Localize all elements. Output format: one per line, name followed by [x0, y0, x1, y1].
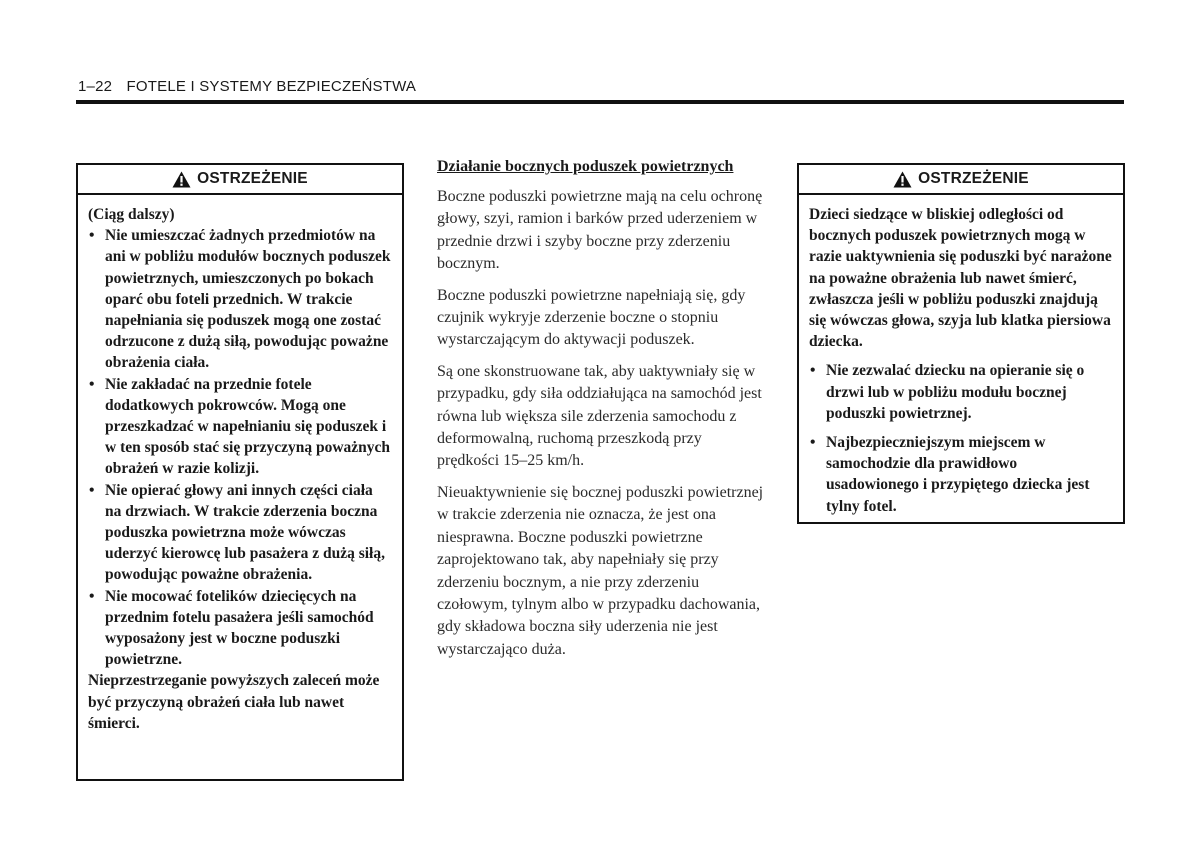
middle-column: [437, 156, 767, 670]
paragraph: Nieuaktywnienie się bocznej poduszki powietrznej w trakcie zderzenia nie oznacza, że jest ona niesprawna. Boczne poduszki powietrzne zaprojektowano tak, aby napełniały się przy zderzeniu bocznym, a nie przy zderzeniu czołowym, tylnym albo w przypadku dachowania, gdy składowa boczna siły uderzenia nie jest wystarczająco duża.: [437, 483, 764, 658]
warning-triangle-icon: [172, 171, 191, 188]
section-title: FOTELE I SYSTEMY BEZPIECZEŃSTWA: [126, 78, 417, 95]
paragraph: Są one skonstruowane tak, aby uaktywniały się w przypadku, gdy siła oddziałująca na samochód jest równa lub większa sile zderzenia samochodu z deformowalną, ruchomą przeszkodą przy prędkości 15–25 km/h.: [437, 362, 762, 470]
list-item: • Najbezpieczniejszym miejscem w samochodzie dla prawidłowo usadowionego i przypiętego dziecka jest tylny fotel.: [809, 432, 1113, 517]
left-warning-title: OSTRZEŻENIE: [197, 170, 308, 187]
header-rule: [76, 100, 1124, 104]
left-warning-box: [76, 163, 404, 781]
left-warning-footer: Nieprzestrzeganie powyższych zaleceń może być przyczyną obrażeń ciała lub nawet śmierci.: [88, 672, 380, 732]
right-warning-body: [799, 195, 1123, 533]
list-item: • Nie opierać głowy ani innych części ciała na drzwiach. W trakcie zderzenia boczna poduszka powietrzna może wówczas uderzyć kierowcę lub pasażera z dużą siłą, powodując poważne obrażenia.: [88, 480, 392, 586]
right-warning-box: [797, 163, 1125, 524]
continued-label: (Ciąg dalszy): [88, 206, 175, 223]
paragraph: Boczne poduszki powietrzne mają na celu ochronę głowy, szyi, ramion i barków przed uderzeniem w przednie drzwi i szyby boczne przy zderzeniu bocznym.: [437, 188, 763, 273]
list-item: • Nie umieszczać żadnych przedmiotów na ani w pobliżu modułów bocznych poduszek powietrznych, umieszczonych po bokach oparć obu foteli przednich. W trakcie napełniania się poduszek mogą one zostać odrzucone z dużą siłą, powodując poważne obrażenia ciała.: [88, 225, 392, 373]
right-warning-title: OSTRZEŻENIE: [918, 170, 1029, 187]
list-item: • Nie zakładać na przednie fotele dodatkowych pokrowców. Mogą one przeszkadzać w napełnianiu się poduszek i w ten sposób stać się przyczyną poważnych obrażeń w razie kolizji.: [88, 374, 392, 480]
section-heading: Działanie bocznych poduszek powietrznych: [437, 158, 734, 175]
left-warning-list: [88, 225, 392, 670]
paragraph: Boczne poduszki powietrzne napełniają się, gdy czujnik wykryje zderzenie boczne o stopniu wystarczającym do aktywacji poduszek.: [437, 286, 746, 349]
left-warning-body: [78, 195, 402, 742]
page-number: 1–22: [78, 78, 113, 95]
warning-triangle-icon: [893, 171, 912, 188]
right-warning-header: [799, 165, 1123, 195]
right-warning-list: [809, 360, 1113, 516]
page-header: [78, 78, 416, 95]
list-item: • Nie zezwalać dziecku na opieranie się o drzwi lub w pobliżu modułu bocznej poduszki powietrznej.: [809, 360, 1113, 424]
right-warning-intro: Dzieci siedzące w bliskiej odległości od bocznych poduszek powietrznych mogą w razie uaktywnienia się poduszki być narażone na poważne obrażenia lub nawet śmierć, zwłaszcza jeśli w pobliżu poduszki znajdują się wówczas głowa, szyja lub klatka piersiowa dziecka.: [809, 206, 1112, 351]
list-item: • Nie mocować fotelików dziecięcych na przednim fotelu pasażera jeśli samochód wyposażony jest w boczne poduszki powietrzne.: [88, 586, 392, 671]
left-warning-header: [78, 165, 402, 195]
